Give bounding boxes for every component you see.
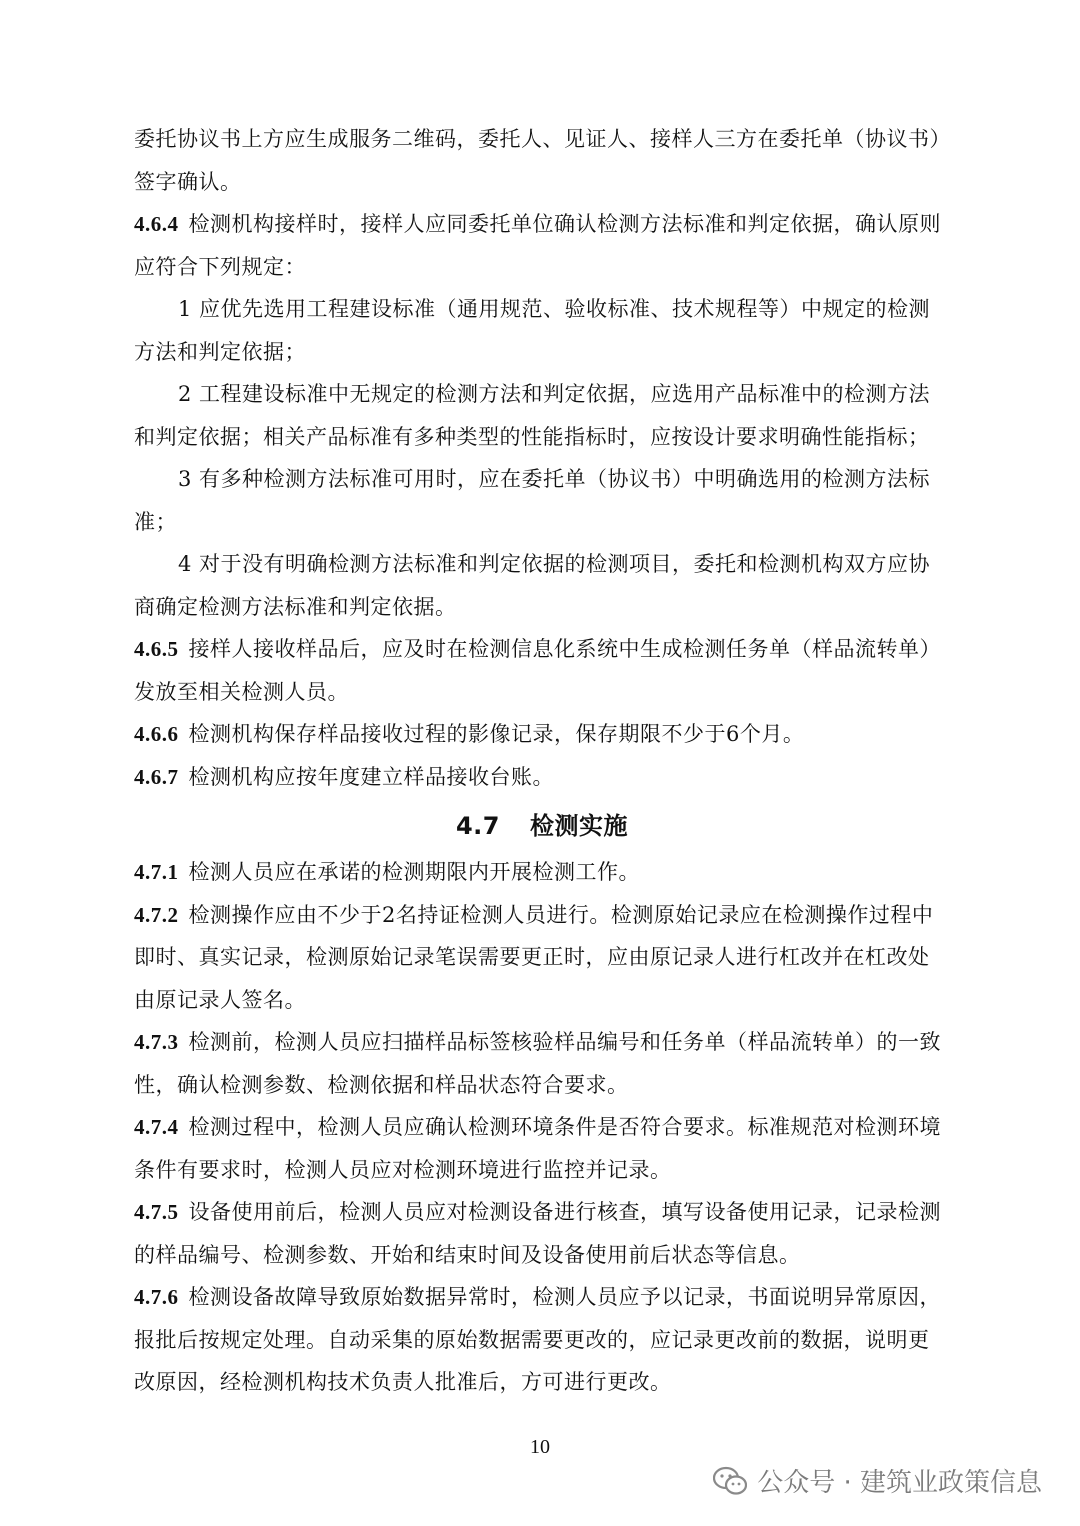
section-heading <box>134 804 950 848</box>
section-number: 4.7 <box>455 812 500 840</box>
document-body <box>134 118 950 1404</box>
clause-4-7-4 <box>134 1106 950 1191</box>
clause-4-6-7 <box>134 756 950 799</box>
page-number: 10 <box>530 1436 550 1458</box>
clause-text: 接样人接收样品后，应及时在检测信息化系统中生成检测任务单（样品流转单）发放至相关检测人员。 <box>134 637 941 704</box>
clause-number: 4.6.6 <box>134 722 179 746</box>
clause-text: 设备使用前后，检测人员应对检测设备进行核查，填写设备使用记录，记录检测的样品编号、检测参数、开始和结束时间及设备使用前后状态等信息。 <box>134 1200 941 1267</box>
clause-4-7-5 <box>134 1191 950 1276</box>
clause-4-6-6 <box>134 713 950 756</box>
paragraph-continuation: 委托协议书上方应生成服务二维码，委托人、见证人、接样人三方在委托单（协议书）签字确认。 <box>134 127 941 194</box>
clause-4-7-6 <box>134 1276 950 1404</box>
list-item-3: 3 有多种检测方法标准可用时，应在委托单（协议书）中明确选用的检测方法标准； <box>134 467 931 534</box>
clause-4-7-1 <box>134 851 950 894</box>
clause-4-6-4 <box>134 203 950 288</box>
clause-text: 检测设备故障导致原始数据异常时，检测人员应予以记录，书面说明异常原因，报批后按规定处理。自动采集的原始数据需要更改的，应记录更改前的数据，说明更改原因，经检测机构技术负责人批准后，方可进行更改。 <box>134 1285 941 1394</box>
clause-text: 检测机构应按年度建立样品接收台账。 <box>188 764 554 789</box>
clause-text: 检测人员应在承诺的检测期限内开展检测工作。 <box>188 860 640 884</box>
list-item-1: 1 应优先选用工程建设标准（通用规范、验收标准、技术规程等）中规定的检测方法和判定依据； <box>134 297 931 364</box>
clause-number: 4.7.6 <box>134 1285 179 1309</box>
clause-number: 4.6.5 <box>134 637 179 661</box>
wechat-icon <box>713 1466 747 1496</box>
watermark <box>713 1462 1042 1499</box>
section-title-text: 检测实施 <box>530 812 628 840</box>
clause-4-7-3 <box>134 1021 950 1106</box>
clause-text: 检测机构接样时，接样人应同委托单位确认检测方法标准和判定依据，确认原则应符合下列规定： <box>134 212 941 279</box>
clause-number: 4.6.4 <box>134 212 179 236</box>
clause-text: 检测操作应由不少于2名持证检测人员进行。检测原始记录应在检测操作过程中即时、真实记录，检测原始记录笔误需要更正时，应由原记录人进行杠改并在杠改处由原记录人签名。 <box>134 902 934 1012</box>
clause-number: 4.6.7 <box>134 764 179 789</box>
watermark-text: 公众号 · 建筑业政策信息 <box>757 1468 1042 1498</box>
clause-4-7-2 <box>134 894 950 1022</box>
clause-text: 检测前，检测人员应扫描样品标签核验样品编号和任务单（样品流转单）的一致性，确认检测参数、检测依据和样品状态符合要求。 <box>134 1030 941 1097</box>
list-item-2: 2 工程建设标准中无规定的检测方法和判定依据，应选用产品标准中的检测方法和判定依据；相关产品标准有多种类型的性能指标时，应按设计要求明确性能指标； <box>134 382 931 449</box>
clause-text: 检测过程中，检测人员应确认检测环境条件是否符合要求。标准规范对检测环境条件有要求时，检测人员应对检测环境进行监控并记录。 <box>134 1115 941 1182</box>
clause-number: 4.7.5 <box>134 1200 179 1224</box>
clause-number: 4.7.3 <box>134 1030 179 1054</box>
clause-text: 检测机构保存样品接收过程的影像记录，保存期限不少于6个月。 <box>188 722 805 746</box>
clause-number: 4.7.1 <box>134 860 179 884</box>
clause-number: 4.7.4 <box>134 1115 179 1139</box>
clause-number: 4.7.2 <box>134 902 179 927</box>
clause-4-6-5 <box>134 628 950 713</box>
list-item-4: 4 对于没有明确检测方法标准和判定依据的检测项目，委托和检测机构双方应协商确定检测方法标准和判定依据。 <box>134 552 931 619</box>
